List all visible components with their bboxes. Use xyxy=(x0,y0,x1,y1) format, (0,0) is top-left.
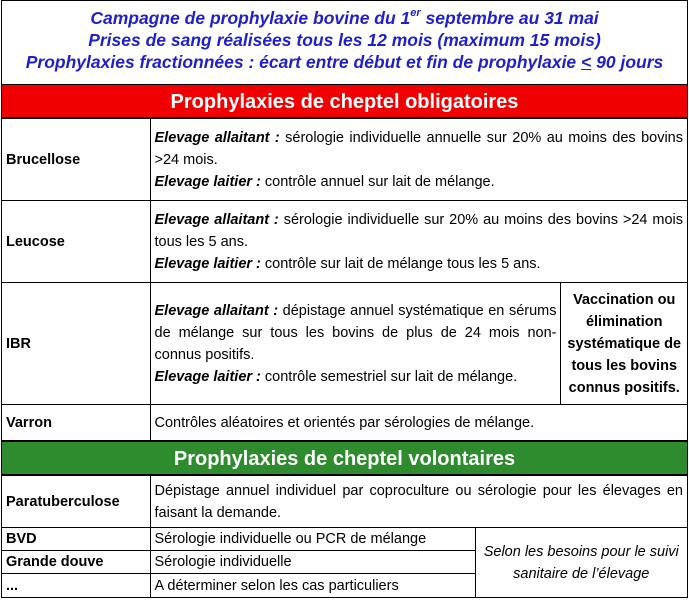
header-line-1-end: septembre au 31 mai xyxy=(420,8,599,28)
header-line-1 xyxy=(2,7,687,29)
disease-description: Sérologie individuelle xyxy=(150,551,475,574)
disease-name: BVD xyxy=(2,528,150,551)
disease-description: A déterminer selon les cas particuliers xyxy=(150,574,475,598)
prophylaxis-table xyxy=(1,0,688,598)
volontaires-side-note: Selon les besoins pour le suivi sanitaire de l’élevage xyxy=(475,528,687,598)
allaitant-label: Elevage allaitant : xyxy=(154,211,279,228)
disease-description: Dépistage annuel individuel par coproculture ou sérologie pour les élevages en faisant la demande. xyxy=(150,476,687,528)
disease-name: Leucose xyxy=(2,201,150,283)
allaitant-text: sérologie individuelle sur 20% au moins des bovins >24 mois tous les 5 ans. xyxy=(154,211,683,250)
header-line-3-end: 90 jours xyxy=(591,52,664,72)
ibr-side-note: Vaccination ou élimination systématique de tous les bovins connus positifs. xyxy=(561,283,687,405)
disease-name: ... xyxy=(2,574,150,598)
table-volontaires xyxy=(2,475,687,598)
laitier-label: Elevage laitier : xyxy=(154,255,261,272)
disease-description: Contrôles aléatoires et orientés par sérologies de mélange. xyxy=(150,405,687,441)
table-row xyxy=(2,528,687,551)
table-row xyxy=(2,283,687,405)
allaitant-label: Elevage allaitant : xyxy=(154,129,280,146)
table-obligatoires xyxy=(2,118,687,441)
laitier-text: contrôle semestriel sur lait de mélange. xyxy=(260,368,518,385)
header-line-3-text: Prophylaxies fractionnées : écart entre début et fin de prophylaxie xyxy=(25,52,582,72)
disease-name: Paratuberculose xyxy=(2,476,150,528)
table-row xyxy=(2,405,687,441)
disease-name: IBR xyxy=(2,283,150,405)
banner-obligatoires: Prophylaxies de cheptel obligatoires xyxy=(2,84,687,118)
disease-name: Brucellose xyxy=(2,119,150,201)
header-line-3 xyxy=(2,51,687,73)
header-line-1-sup: er xyxy=(410,7,421,19)
table-row xyxy=(2,201,687,283)
table-row xyxy=(2,476,687,528)
allaitant-label: Elevage allaitant : xyxy=(154,302,279,319)
banner-volontaires: Prophylaxies de cheptel volontaires xyxy=(2,441,687,475)
campaign-header xyxy=(2,1,687,84)
header-line-1-text: Campagne de prophylaxie bovine du 1 xyxy=(90,8,411,28)
header-line-2: Prises de sang réalisées tous les 12 mois (maximum 15 mois) xyxy=(88,30,601,50)
disease-description xyxy=(150,201,687,283)
disease-name: Grande douve xyxy=(2,551,150,574)
table-row xyxy=(2,119,687,201)
allaitant-text: sérologie individuelle annuelle sur 20% au moins des bovins >24 mois. xyxy=(154,129,683,168)
disease-name: Varron xyxy=(2,405,150,441)
laitier-text: contrôle annuel sur lait de mélange. xyxy=(260,173,495,190)
laitier-label: Elevage laitier : xyxy=(154,368,261,385)
disease-description xyxy=(150,119,687,201)
laitier-text: contrôle sur lait de mélange tous les 5 ans. xyxy=(260,255,541,272)
disease-description xyxy=(150,283,561,405)
header-line-3-symbol: < xyxy=(581,52,592,72)
disease-description: Sérologie individuelle ou PCR de mélange xyxy=(150,528,475,551)
laitier-label: Elevage laitier : xyxy=(154,173,261,190)
allaitant-text: dépistage annuel systématique en sérums de mélange sur tous les bovins de plus de 24 mois non-connus positifs. xyxy=(154,302,557,363)
